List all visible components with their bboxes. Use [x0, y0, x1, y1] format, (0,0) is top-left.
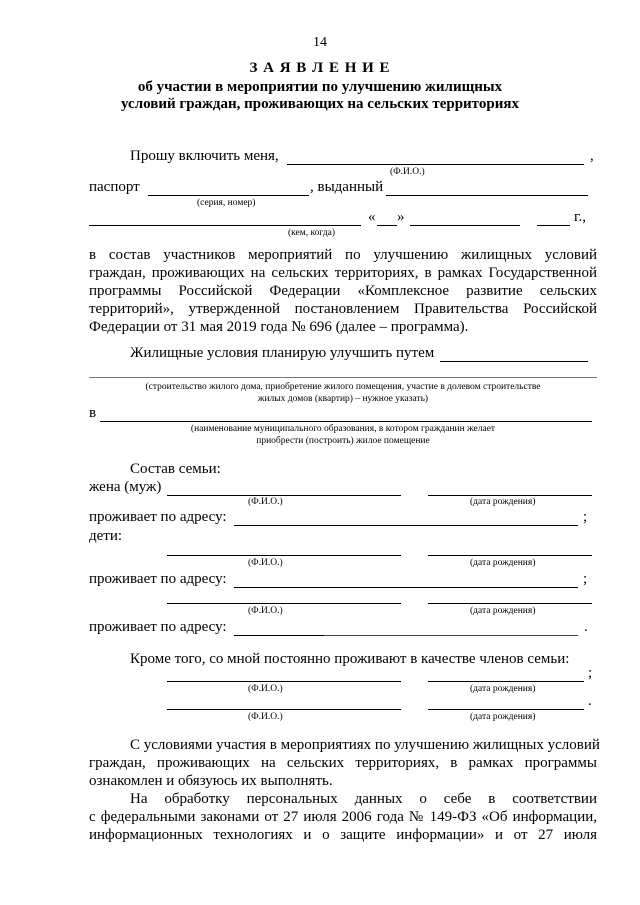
semicolon-mark: ; — [583, 509, 588, 525]
year-suffix: г., — [574, 209, 586, 225]
fio-input-line[interactable] — [287, 164, 584, 165]
para1-line-1: в состав участников мероприятий по улучшению жилищных условий — [89, 247, 597, 263]
para1-line-5: Федерации от 31 мая 2019 года № 696 (далее – программа). — [89, 319, 469, 335]
member1-birth-caption: (дата рождения) — [470, 684, 536, 694]
para3-line-3: информационных технологиях и о защите информации» и от 27 июля — [89, 827, 597, 843]
spouse-address-label: проживает по адресу: — [89, 509, 227, 525]
municipality-caption-1: (наименование муниципального образования, в котором гражданин желает — [190, 424, 496, 434]
quote-open: « — [368, 209, 376, 225]
para1-line-3: программы Российской Федерации «Комплексное развитие сельских — [89, 283, 597, 299]
child2-fio-line[interactable] — [167, 603, 401, 604]
period-mark: . — [584, 619, 588, 635]
issuer-caption: (кем, когда) — [288, 228, 336, 238]
improve-line: Жилищные условия планирую улучшить путем — [130, 345, 435, 361]
year-line[interactable] — [537, 225, 570, 226]
method-caption-1: (строительство жилого дома, приобретение жилого помещения, участие в долевом строительстве — [145, 382, 541, 392]
also-living-line: Кроме того, со мной постоянно проживают в качестве членов семьи: — [130, 651, 570, 667]
para3-line-2: с федеральными законами от 27 июля 2006 года № 149-ФЗ «Об информации, — [89, 809, 597, 825]
method-caption-2: жилых домов (квартир) – нужное указать) — [257, 394, 429, 404]
issuer-line[interactable] — [89, 225, 361, 226]
para2-line-3: ознакомлен и обязуюсь их выполнять. — [89, 773, 333, 789]
child1-address-line[interactable] — [234, 587, 578, 588]
member2-fio-caption: (Ф.И.О.) — [248, 712, 283, 722]
day-line[interactable] — [377, 225, 397, 226]
para2-line-2: граждан, проживающих на сельских территориях, в рамках программы — [89, 755, 597, 771]
family-heading: Состав семьи: — [130, 461, 221, 477]
child1-fio-caption: (Ф.И.О.) — [248, 558, 283, 568]
spouse-birth-line[interactable] — [428, 495, 592, 496]
issued-by-line[interactable] — [386, 195, 588, 196]
member1-fio-line[interactable] — [167, 681, 401, 682]
semicolon-mark: ; — [588, 665, 593, 681]
spouse-birth-caption: (дата рождения) — [470, 497, 536, 507]
child1-fio-line[interactable] — [167, 555, 401, 556]
para2-line-1: С условиями участия в мероприятиях по улучшению жилищных условий — [130, 737, 600, 753]
document-subtitle-line-1: об участии в мероприятии по улучшению жилищных — [137, 79, 503, 95]
child2-birth-line[interactable] — [428, 603, 592, 604]
month-line[interactable] — [410, 225, 520, 226]
children-label: дети: — [89, 528, 123, 544]
in-label: в — [89, 405, 97, 421]
method-line-short[interactable] — [440, 361, 588, 362]
semicolon-mark: ; — [583, 571, 588, 587]
child2-address-label: проживает по адресу: — [89, 619, 227, 635]
method-line-full[interactable] — [89, 377, 597, 378]
para1-line-4: территорий», утвержденной постановлением Правительства Российской — [89, 301, 597, 317]
document-title: З А Я В Л Е Н И Е — [249, 60, 391, 76]
spouse-fio-line[interactable] — [167, 495, 401, 496]
member1-fio-caption: (Ф.И.О.) — [248, 684, 283, 694]
member2-birth-line[interactable] — [428, 709, 584, 710]
child1-birth-line[interactable] — [428, 555, 592, 556]
spouse-label: жена (муж) — [89, 479, 162, 495]
member1-birth-line[interactable] — [428, 681, 584, 682]
period-mark: . — [588, 693, 592, 709]
municipality-line[interactable] — [100, 421, 592, 422]
child1-address-label: проживает по адресу: — [89, 571, 227, 587]
issued-label: , выданный — [310, 179, 384, 195]
member2-birth-caption: (дата рождения) — [470, 712, 536, 722]
request-line: Прошу включить меня, — [130, 148, 279, 164]
passport-label: паспорт — [89, 179, 140, 195]
para1-line-2: граждан, проживающих на сельских территориях, в рамках Государственной — [89, 265, 597, 281]
child2-birth-caption: (дата рождения) — [470, 606, 536, 616]
spouse-fio-caption: (Ф.И.О.) — [248, 497, 283, 507]
child1-birth-caption: (дата рождения) — [470, 558, 536, 568]
document-subtitle-line-2: условий граждан, проживающих на сельских территориях — [121, 96, 519, 112]
passport-number-line[interactable] — [148, 195, 309, 196]
fio-caption: (Ф.И.О.) — [390, 167, 425, 177]
spouse-address-line[interactable] — [234, 525, 578, 526]
member2-fio-line[interactable] — [167, 709, 401, 710]
quote-close: » — [397, 209, 405, 225]
series-caption: (серия, номер) — [197, 198, 256, 208]
para3-line-1: На обработку персональных данных о себе в соответствии — [130, 791, 597, 807]
child2-address-line-a[interactable] — [234, 635, 324, 636]
child2-address-line-b[interactable] — [324, 635, 578, 636]
child2-fio-caption: (Ф.И.О.) — [248, 606, 283, 616]
page-number: 14 — [313, 35, 327, 50]
municipality-caption-2: приобрести (построить) жилое помещение — [256, 436, 430, 446]
comma-mark: , — [590, 148, 594, 164]
